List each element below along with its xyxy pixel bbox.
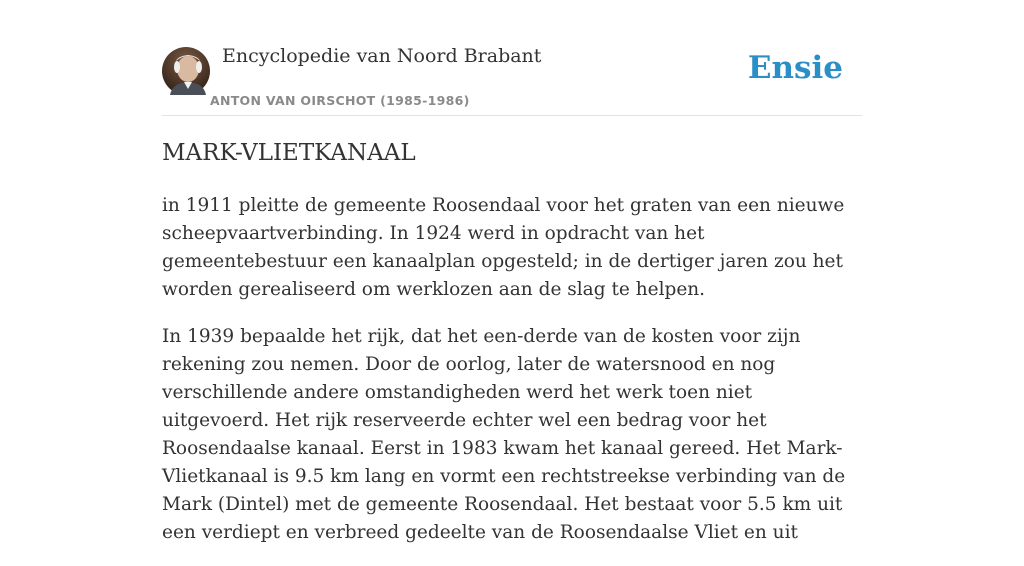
page-header (162, 0, 862, 116)
paragraph-2: In 1939 bepaalde het rijk, dat het een-derde van de kosten voor zijn rekening zou nemen. Door de oorlog, later de watersnood en nog verschillende andere omstandigheden werd het werk toen niet uitgevoerd. Het rijk reserveerde echter wel een bedrag voor het Roosendaalse kanaal. Eerst in 1983 kwam het kanaal gereed. Het Mark-Vlietkanaal is 9.5 km lang en vormt een rechtstreekse verbinding van de Mark (Dintel) met de gemeente Roosendaal. Het bestaat voor 5.5 km uit een verdiept en verbreed gedeelte van de Roosendaalse Vliet en uit (162, 326, 846, 543)
article-page (162, 0, 862, 543)
entry-title: MARK-VLIETKANAAL (162, 140, 416, 166)
portrait-photo-icon (162, 47, 210, 95)
author-name[interactable]: ANTON VAN OIRSCHOT (1985-1986) (210, 93, 470, 108)
paragraph-1: in 1911 pleitte de gemeente Roosendaal voor het graten van een nieuwe scheepvaartverbinding. In 1924 werd in opdracht van het gemeentebestuur een kanaalplan opgesteld; in de dertiger jaren zou het worden gerealiseerd om werklozen aan de slag te helpen. (162, 195, 845, 300)
ensie-logo[interactable]: Ensie (747, 50, 843, 86)
article-body (162, 192, 862, 566)
source-title[interactable]: Encyclopedie van Noord Brabant (222, 45, 542, 67)
author-avatar[interactable] (162, 47, 210, 95)
